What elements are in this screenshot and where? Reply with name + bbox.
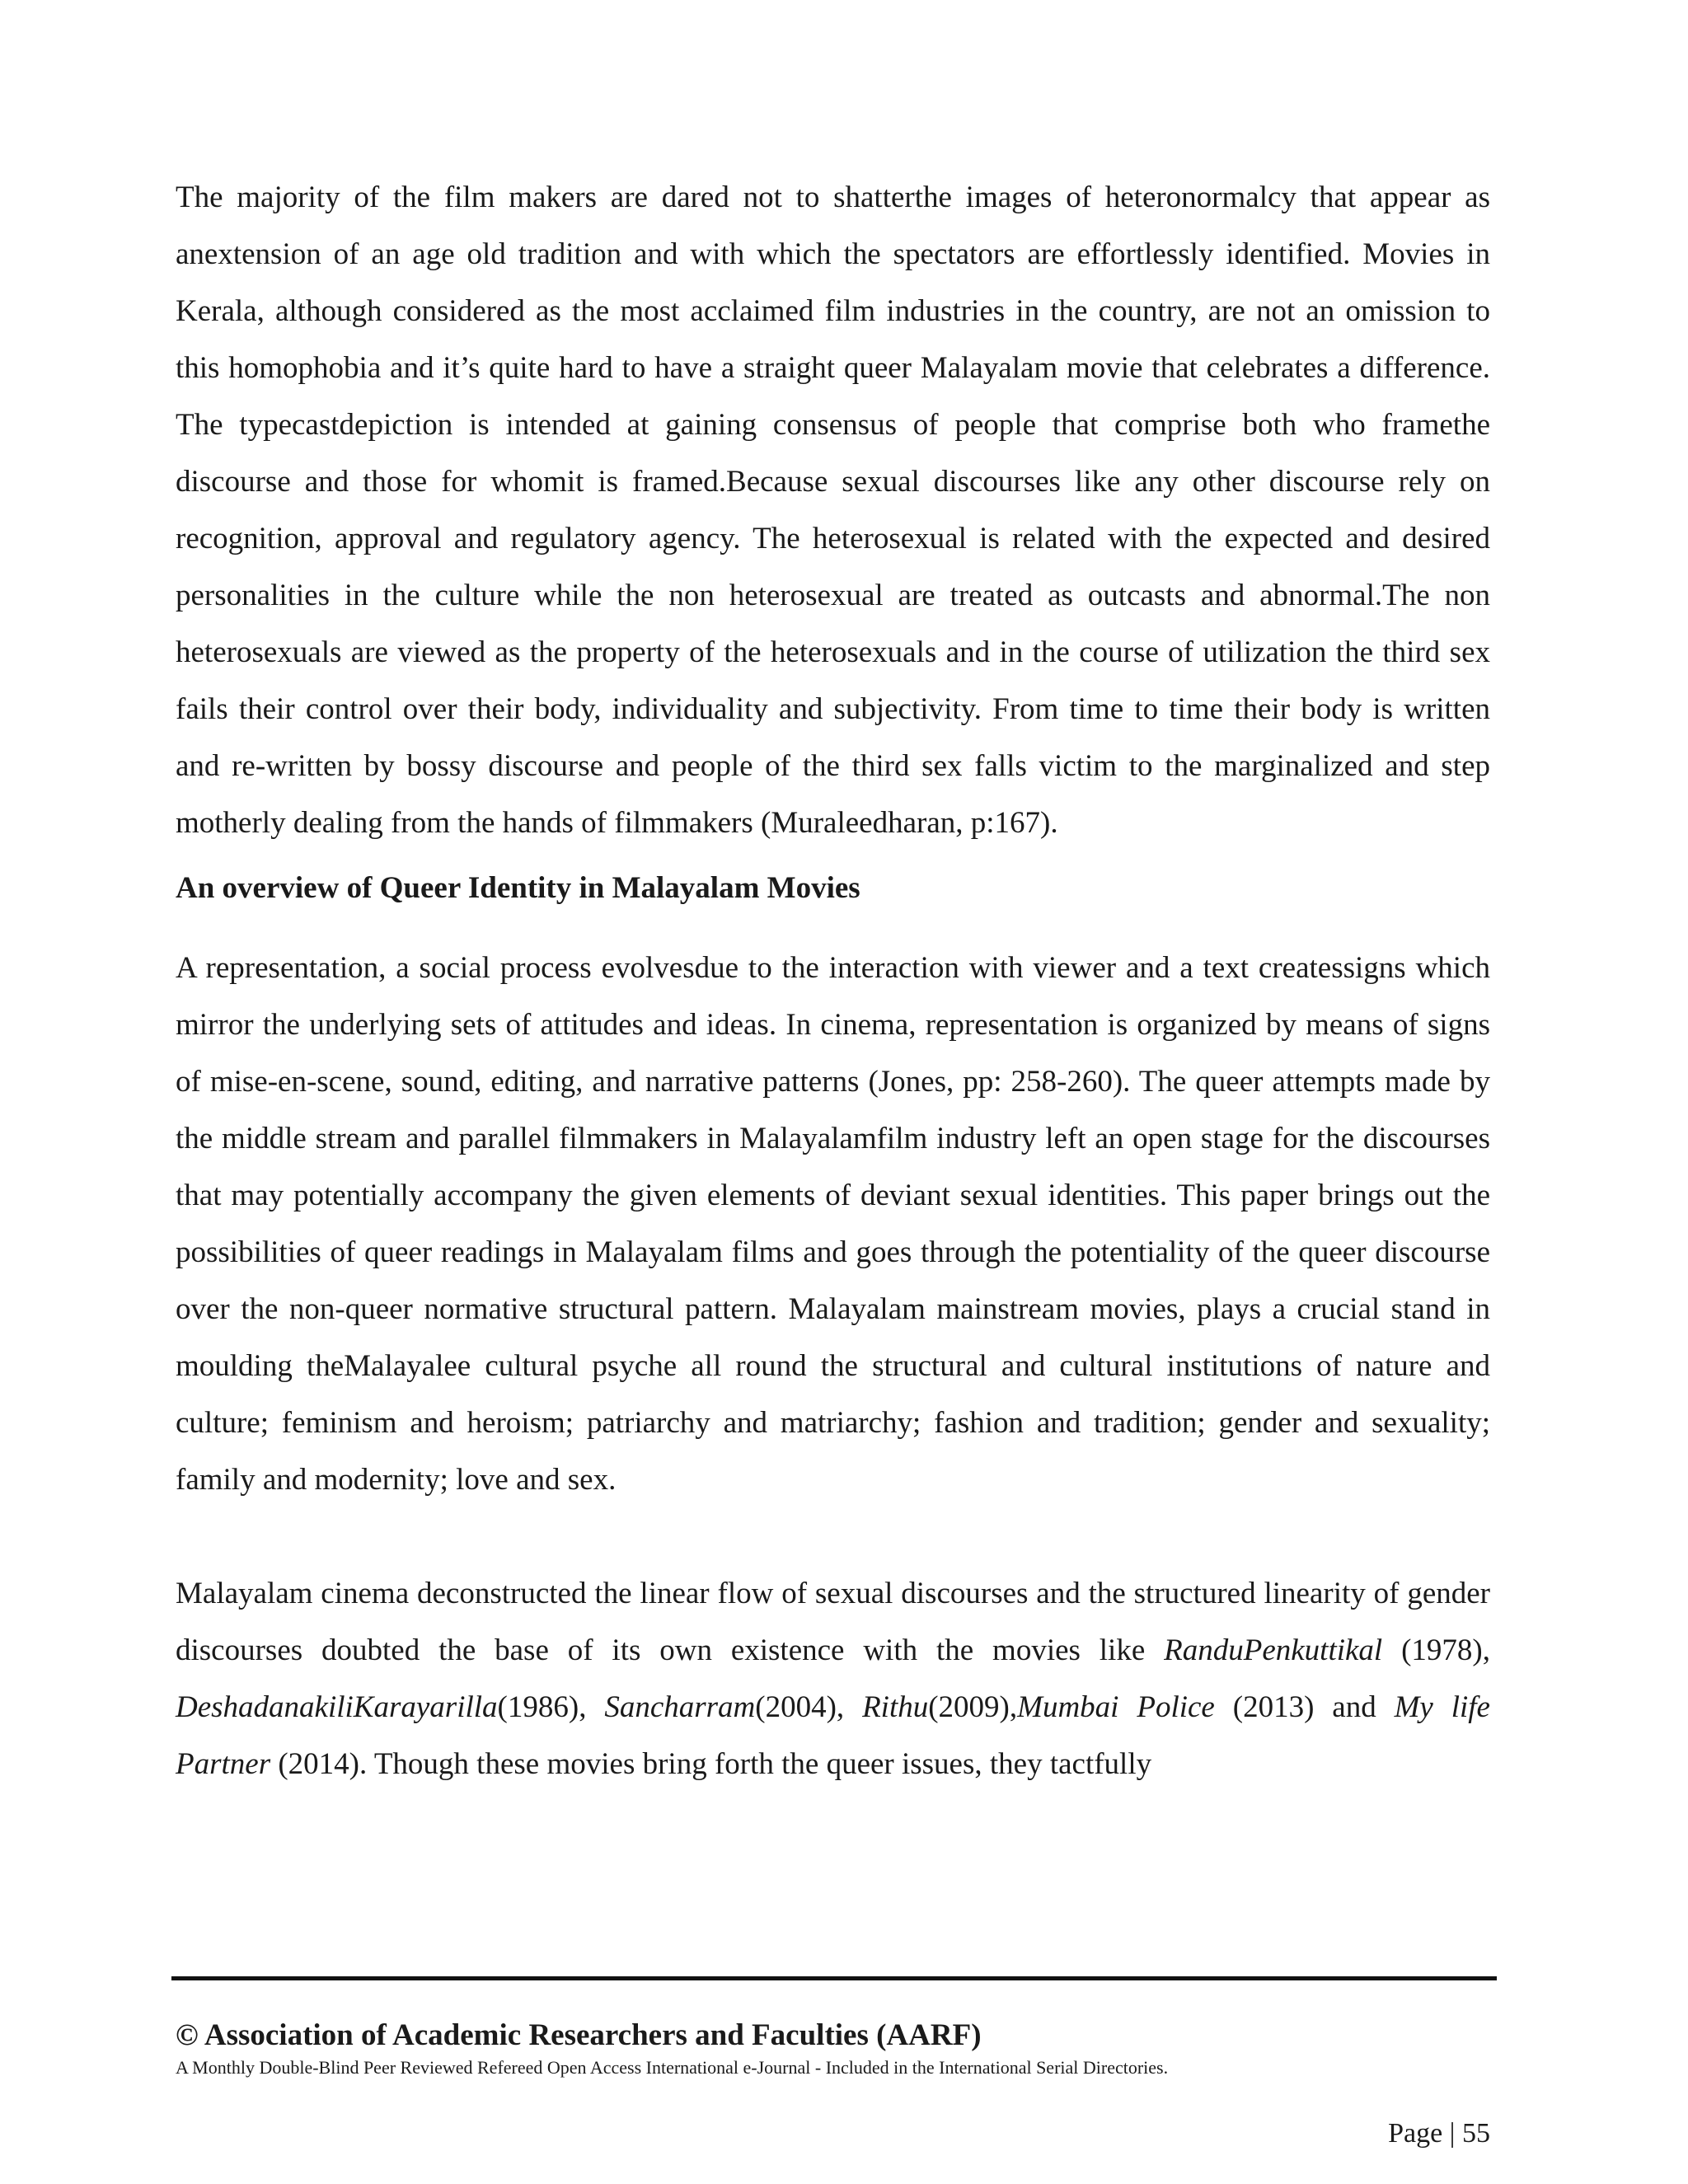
paragraph-3-text: (1986), bbox=[497, 1690, 605, 1724]
document-body bbox=[176, 169, 1490, 1793]
film-title: Mumbai Police bbox=[1017, 1690, 1215, 1724]
footer-divider bbox=[171, 1976, 1497, 1980]
page-number: Page | 55 bbox=[1388, 2118, 1490, 2149]
paragraph-1: The majority of the film makers are dared not to shatterthe images of heteronormalcy that appear as anextension of an age old tradition and with which the spectators are effortlessly identified. Movies in Kerala, although considered as the most acclaimed film industries in the country, are not an omission to this homophobia and it’s quite hard to have a straight queer Malayalam movie that celebrates a difference. The typecastdepiction is intended at gaining consensus of people that comprise both who framethe discourse and those for whomit is framed.Because sexual discourses like any other discourse rely on recognition, approval and regulatory agency. The heterosexual is related with the expected and desired personalities in the culture while the non heterosexual are treated as outcasts and abnormal.The non heterosexuals are viewed as the property of the heterosexuals and in the course of utilization the third sex fails their control over their body, individuality and subjectivity. From time to time their body is written and re-written by bossy discourse and people of the third sex falls victim to the marginalized and step motherly dealing from the hands of filmmakers (Muraleedharan, p:167). bbox=[176, 180, 1490, 840]
film-title: DeshadanakiliKarayarilla bbox=[176, 1690, 498, 1724]
footer-subtitle: A Monthly Double-Blind Peer Reviewed Refereed Open Access International e-Journal - Included in the International Serial Directories. bbox=[176, 2057, 1169, 2078]
film-title: Rithu bbox=[862, 1690, 929, 1724]
paragraph-2: A representation, a social process evolvesdue to the interaction with viewer and a text createssigns which mirror the underlying sets of attitudes and ideas. In cinema, representation is organized by means of signs of mise-en-scene, sound, editing, and narrative patterns (Jones, pp: 258-260). The queer attempts made by the middle stream and parallel filmmakers in Malayalamfilm industry left an open stage for the discourses that may potentially accompany the given elements of deviant sexual identities. This paper brings out the possibilities of queer readings in Malayalam films and goes through the potentiality of the queer discourse over the non-queer normative structural pattern. Malayalam mainstream movies, plays a crucial stand in moulding theMalayalee cultural psyche all round the structural and cultural institutions of nature and culture; feminism and heroism; patriarchy and matriarchy; fashion and tradition; gender and sexuality; family and modernity; love and sex. bbox=[176, 951, 1490, 1497]
paragraph-3-text: (2004), bbox=[755, 1690, 863, 1724]
section-heading: An overview of Queer Identity in Malayalam Movies bbox=[176, 871, 860, 905]
paragraph-3-text: (1978), bbox=[1382, 1633, 1490, 1667]
film-title: RanduPenkuttikal bbox=[1164, 1633, 1383, 1667]
paragraph-3 bbox=[176, 1565, 1490, 1793]
film-title: Sancharram bbox=[604, 1690, 756, 1724]
paragraph-3-text: (2014). Though these movies bring forth the queer issues, they tactfully bbox=[270, 1747, 1152, 1781]
film-title: My life Partner bbox=[176, 1690, 1490, 1781]
paragraph-3-text: Malayalam cinema deconstructed the linear flow of sexual discourses and the structured linearity of gender discourses doubted the base of its own existence with the movies like bbox=[176, 1577, 1490, 1667]
paragraph-3-text: (2013) and bbox=[1214, 1690, 1395, 1724]
footer-title: © Association of Academic Researchers and Faculties (AARF) bbox=[176, 2018, 982, 2052]
paragraph-3-text: (2009), bbox=[928, 1690, 1018, 1724]
